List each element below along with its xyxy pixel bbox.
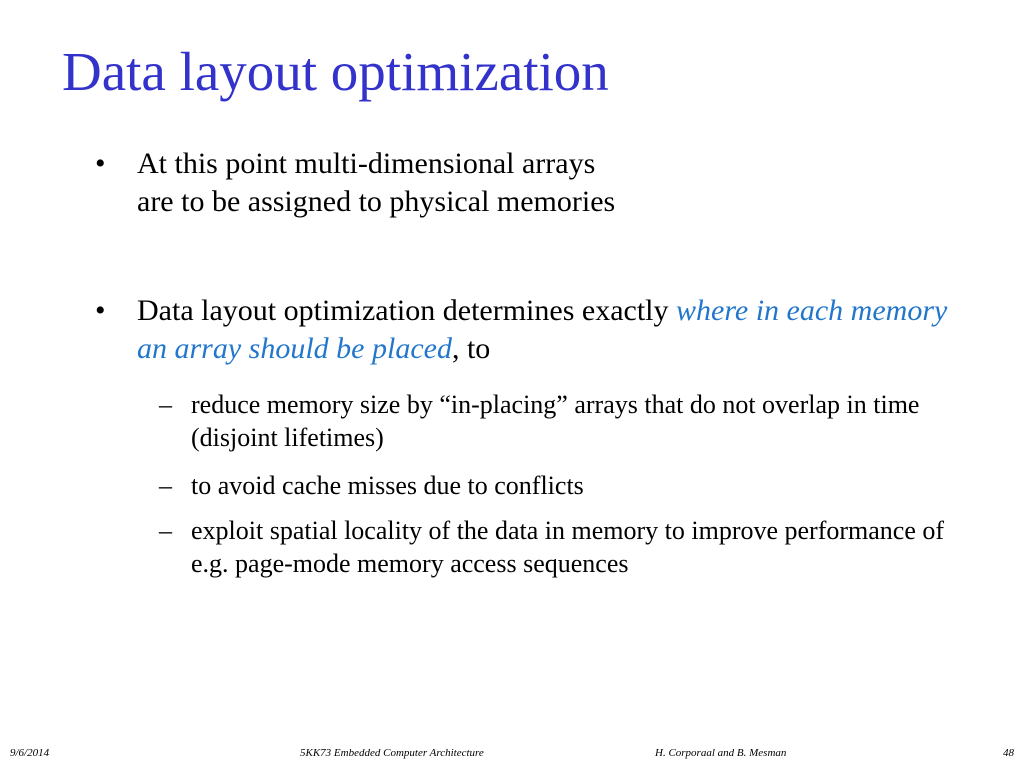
- bullet-text: [137, 292, 975, 368]
- bullet-marker: •: [95, 294, 106, 327]
- footer-authors: H. Corporaal and B. Mesman: [655, 747, 787, 759]
- bullet-text-plain: Data layout optimization determines exactly: [137, 294, 676, 327]
- subbullet-item: [159, 514, 979, 580]
- subbullet-text: exploit spatial locality of the data in memory to improve performance of e.g. page-mode memory access sequences: [191, 516, 945, 578]
- subbullet-item: [159, 469, 979, 502]
- bullet-marker: •: [95, 147, 106, 180]
- bullet-item: [95, 292, 975, 368]
- subbullet-marker: –: [159, 516, 172, 545]
- bullet-line: At this point multi-dimensional arrays: [137, 147, 596, 180]
- footer-date: 9/6/2014: [10, 747, 50, 759]
- bullet-item: [95, 145, 975, 221]
- bullet-text-plain: , to: [451, 332, 491, 365]
- footer-course: 5KK73 Embedded Computer Architecture: [300, 747, 484, 759]
- subbullet-item: [159, 388, 979, 454]
- subbullet-text: to avoid cache misses due to conflicts: [191, 471, 584, 500]
- subbullet-text: reduce memory size by “in-placing” arrays that do not overlap in time (disjoint lifetimes): [191, 390, 920, 452]
- subbullet-marker: –: [159, 390, 172, 419]
- footer-page-number: 48: [1003, 747, 1014, 759]
- slide-title: Data layout optimization: [62, 41, 609, 102]
- bullet-text: [137, 145, 975, 221]
- bullet-highlight: where in each memory an array should be placed: [137, 294, 948, 365]
- subbullet-marker: –: [159, 471, 172, 500]
- bullet-line: are to be assigned to physical memories: [137, 185, 616, 218]
